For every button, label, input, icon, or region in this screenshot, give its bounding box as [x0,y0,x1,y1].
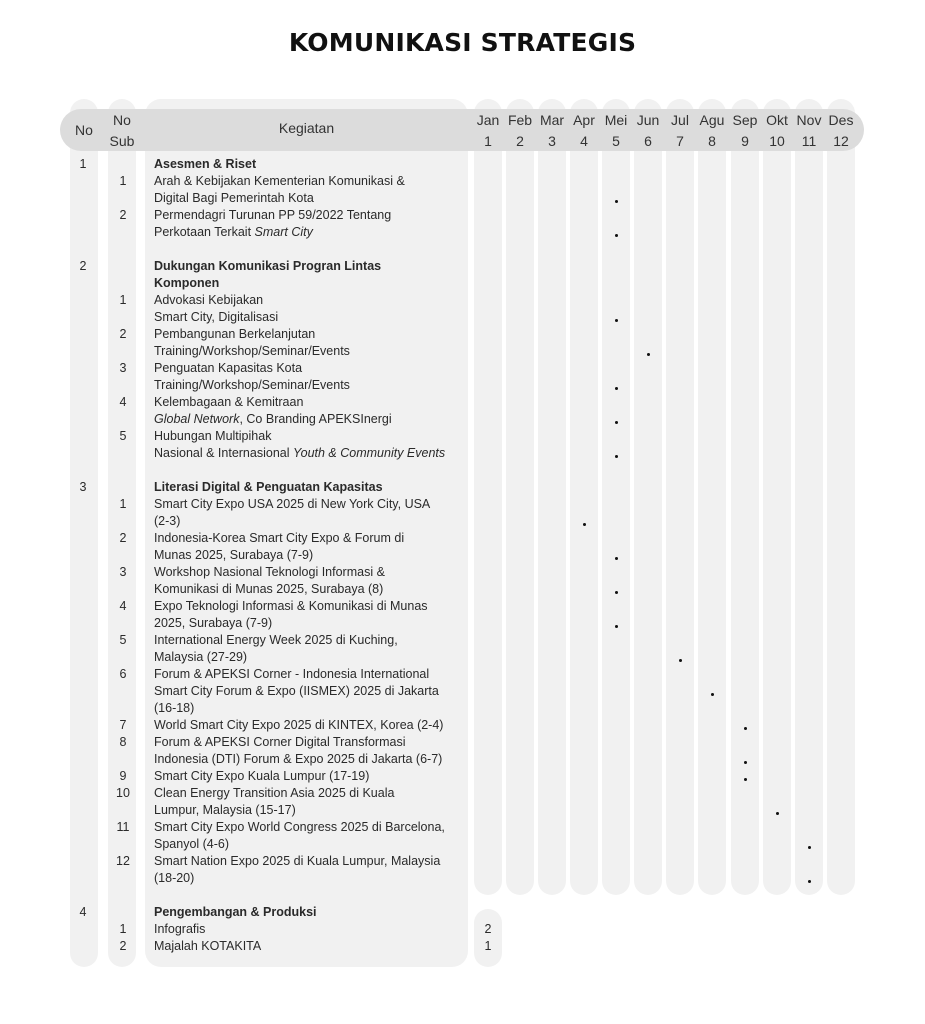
month-column-jun [634,99,662,895]
month-column-feb [506,99,534,895]
activity-text: Training/Workshop/Seminar/Events [154,344,350,358]
activity-text: Smart City Forum & Expo (IISMEX) 2025 di Jakarta [154,684,439,698]
sub-number: 4 [119,395,127,409]
section-title: Asesmen & Riset [154,157,257,171]
schedule-dot [615,557,618,560]
month-header-number: 12 [833,133,849,149]
month-header-number: 5 [612,133,620,149]
section-title: Literasi Digital & Penguatan Kapasitas [154,480,383,494]
activity-text: Digital Bagi Pemerintah Kota [154,191,314,205]
sub-number: 8 [119,735,127,749]
month-header-name: Agu [699,112,725,128]
sub-number: 5 [119,429,127,443]
schedule-dot [583,523,586,526]
schedule-dot [744,727,747,730]
section-title: Dukungan Komunikasi Progran Lintas [154,259,382,273]
month-column-apr [570,99,598,895]
activity-text: Nasional & Internasional Youth & Community Events [154,446,446,460]
activity-text: (18-20) [154,871,195,885]
schedule-dot [615,625,618,628]
sub-number: 3 [119,361,127,375]
month-header-name: Mei [604,112,628,128]
sub-number: 3 [119,565,127,579]
schedule-dot [744,778,747,781]
section-title: Pengembangan & Produksi [154,905,317,919]
sub-number: 7 [119,718,127,732]
activity-text: Advokasi Kebijakan [154,293,264,307]
schedule-dot [615,591,618,594]
schedule-dot [615,234,618,237]
sub-number: 9 [119,769,127,783]
sub-number: 2 [119,327,127,341]
jan-count: 2 [484,922,492,936]
schedule-dot [615,387,618,390]
month-column-mar [538,99,566,895]
activity-text: Workshop Nasional Teknologi Informasi & [154,565,385,579]
schedule-dot [711,693,714,696]
section-number: 1 [79,157,87,171]
activity-text: Komunikasi di Munas 2025, Surabaya (8) [154,582,384,596]
month-column-mei [602,99,630,895]
section-number: 4 [79,905,87,919]
sub-number: 11 [116,820,130,834]
activity-text: (2-3) [154,514,181,528]
no-column [70,99,98,967]
sub-number: 2 [119,939,127,953]
schedule-dot [615,421,618,424]
activity-text: Smart Nation Expo 2025 di Kuala Lumpur, Malaysia [154,854,441,868]
schedule-dot [808,880,811,883]
sub-number: 4 [119,599,127,613]
jan-count: 1 [484,939,492,953]
activity-text: Infografis [154,922,206,936]
month-column-jan [474,99,502,895]
activity-text: Global Network, Co Branding APEKSInergi [154,412,392,426]
activity-text: International Energy Week 2025 di Kuching, [154,633,398,647]
month-header-name: Okt [766,112,788,128]
activity-text: Clean Energy Transition Asia 2025 di Kuala [154,786,395,800]
sub-number: 10 [116,786,130,800]
activity-text: Smart City Expo Kuala Lumpur (17-19) [154,769,370,783]
section-number: 3 [79,480,87,494]
month-header-number: 11 [801,133,817,149]
activity-text: 2025, Surabaya (7-9) [154,616,273,630]
sub-number: 1 [119,293,127,307]
sub-number: 1 [119,497,127,511]
activity-text: Lumpur, Malaysia (15-17) [154,803,296,817]
header-no: No [75,122,93,138]
activity-text: Forum & APEKSI Corner - Indonesia International [154,667,430,681]
activity-text: Spanyol (4-6) [154,837,230,851]
month-column-des [827,99,855,895]
month-header-number: 6 [644,133,652,149]
activity-text: (16-18) [154,701,195,715]
schedule-dot [615,319,618,322]
sub-number: 5 [119,633,127,647]
header-no-sub-1: No [113,112,131,128]
month-header-number: 8 [708,133,716,149]
activity-text: Expo Teknologi Informasi & Komunikasi di Munas [154,599,428,613]
activity-text: Smart City, Digitalisasi [154,310,279,324]
schedule-dot [744,761,747,764]
month-column-sep [731,99,759,895]
activity-text: Munas 2025, Surabaya (7-9) [154,548,314,562]
month-column-agu [698,99,726,895]
sub-number: 6 [119,667,127,681]
schedule-dot [615,455,618,458]
month-header-name: Jul [671,112,689,128]
month-header-name: Jun [636,112,660,128]
schedule-dot [615,200,618,203]
activity-text: Indonesia-Korea Smart City Expo & Forum di [154,531,405,545]
header-no-sub-2: Sub [109,133,135,149]
activity-text: Permendagri Turunan PP 59/2022 Tentang [154,208,392,222]
month-header-name: Nov [796,112,822,128]
schedule-dot [776,812,779,815]
activity-text: Kelembagaan & Kemitraan [154,395,304,409]
month-header-number: 2 [516,133,524,149]
month-column-jul [666,99,694,895]
activity-text: Training/Workshop/Seminar/Events [154,378,350,392]
month-header-name: Sep [732,112,758,128]
month-header-number: 9 [741,133,749,149]
activity-text: Smart City Expo USA 2025 di New York City, USA [154,497,431,511]
sub-number: 2 [119,208,127,222]
sub-number: 2 [119,531,127,545]
activity-text: Majalah KOTAKITA [154,939,262,953]
month-header-number: 4 [580,133,588,149]
month-header-name: Mar [539,112,565,128]
activity-text: Pembangunan Berkelanjutan [154,327,316,341]
month-header-number: 7 [676,133,684,149]
activity-text: Perkotaan Terkait Smart City [154,225,313,239]
schedule-dot [808,846,811,849]
section-number: 2 [79,259,87,273]
month-header-name: Des [828,112,854,128]
section-title: Komponen [154,276,220,290]
month-header-number: 1 [484,133,492,149]
month-header-name: Feb [507,112,533,128]
month-header-number: 3 [548,133,556,149]
month-header-name: Apr [573,112,595,128]
month-header-number: 10 [769,133,785,149]
schedule-dot [679,659,682,662]
sub-number: 1 [119,922,127,936]
month-header-name: Jan [476,112,500,128]
schedule-dot [647,353,650,356]
month-column-nov [795,99,823,895]
page-title: KOMUNIKASI STRATEGIS [288,28,637,57]
activity-text: Penguatan Kapasitas Kota [154,361,303,375]
activity-text: Hubungan Multipihak [154,429,272,443]
sub-number: 12 [116,854,130,868]
activity-text: Indonesia (DTI) Forum & Expo 2025 di Jakarta (6-7) [154,752,443,766]
activity-text: Smart City Expo World Congress 2025 di Barcelona, [154,820,445,834]
sub-number: 1 [119,174,127,188]
activity-text: World Smart City Expo 2025 di KINTEX, Korea (2-4) [154,718,444,732]
activity-text: Malaysia (27-29) [154,650,248,664]
header-kegiatan: Kegiatan [278,120,335,136]
month-column-okt [763,99,791,895]
activity-text: Forum & APEKSI Corner Digital Transformasi [154,735,406,749]
activity-text: Arah & Kebijakan Kementerian Komunikasi & [154,174,405,188]
